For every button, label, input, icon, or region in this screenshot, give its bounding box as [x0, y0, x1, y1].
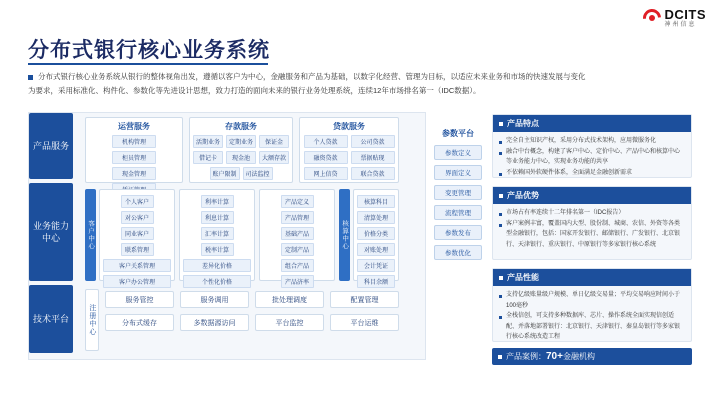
cell[interactable]: 个人贷款 — [304, 135, 348, 148]
brand-name-en: DCITS — [664, 7, 706, 22]
list-item: 全栈信创，可支持多种数据库、芯片、操作系统全面实现信创适配、并落地部署银行：北京银行、天津银行、秦皇岛银行等多家银行核心系统改造工程 — [499, 311, 685, 343]
page-title: 分布式银行核心业务系统 — [28, 39, 270, 62]
case-value: 70+ — [546, 351, 563, 362]
cell[interactable]: 对公客户 — [121, 211, 154, 224]
square-icon — [499, 122, 503, 126]
vertical-label-customer-center: 客户中心 — [85, 189, 96, 281]
section-label-capability: 业务能力中心 — [29, 183, 73, 281]
list-item: 市场占有率连续十二年排名第一（IDC报告） — [499, 208, 685, 219]
tech-cell[interactable]: 服务调用 — [180, 291, 249, 308]
cell[interactable]: 现金池 — [226, 151, 256, 164]
case-label: 产品案例： — [506, 352, 546, 361]
square-icon — [498, 355, 502, 359]
intro-line-2: 为要求，采用标准化、构件化、参数化等先进设计思想，致力打造的面向未来的银行业务处理系统，连续12年市场排名第一（IDC数据）。 — [28, 86, 481, 96]
dcits-logo-icon — [643, 9, 661, 27]
group-title-operation: 运营服务 — [118, 122, 150, 131]
list-item: 客户案例丰富，覆盖国内大型、股份制、城商、农信、外资等各类型金融银行，包括：国家开发银行、邮储银行、广发银行、北京银行、天津银行、重庆银行、中原银行等多家银行核心系统 — [499, 219, 685, 251]
cell[interactable]: 产品定义 — [281, 195, 314, 208]
tech-cell[interactable]: 服务管控 — [105, 291, 174, 308]
tech-cell[interactable]: 平台监控 — [255, 314, 324, 331]
cell[interactable]: 税率计算 — [201, 243, 234, 256]
group-accounting-center — [353, 189, 399, 286]
panel-header-advantages: 产品优势 — [493, 187, 691, 204]
param-button-process[interactable]: 流程管理 — [434, 205, 482, 220]
group-operation-service — [85, 117, 183, 183]
tech-cell[interactable]: 配置管理 — [330, 291, 399, 308]
case-suffix: 金融机构 — [562, 352, 595, 361]
panel-performance — [492, 268, 692, 342]
param-button-ui[interactable]: 界面定义 — [434, 165, 482, 180]
square-icon — [499, 276, 503, 280]
cell[interactable]: 联合贷款 — [351, 167, 395, 180]
square-icon — [499, 194, 503, 198]
cell[interactable]: 网上信贷 — [304, 167, 348, 180]
cell[interactable]: 清算处理 — [357, 211, 395, 224]
cell[interactable]: 组合产品 — [281, 259, 314, 272]
cell[interactable]: 司法监控 — [243, 167, 273, 180]
cell[interactable]: 机构管理 — [112, 135, 156, 148]
cell[interactable]: 利率计算 — [201, 195, 234, 208]
tech-cell[interactable]: 批处理调度 — [255, 291, 324, 308]
case-banner — [492, 348, 692, 365]
parameter-platform-title: 参数平台 — [442, 129, 474, 138]
param-button-optimize[interactable]: 参数优化 — [434, 245, 482, 260]
group-loan-service — [299, 117, 399, 183]
group-title-loan: 贷款服务 — [333, 122, 365, 131]
group-deposit-service — [189, 117, 293, 183]
registry-center-label: 注册中心 — [85, 289, 99, 351]
cell[interactable]: 产品管理 — [281, 211, 314, 224]
bullet-icon — [28, 75, 33, 80]
cell[interactable]: 融资贷款 — [304, 151, 348, 164]
tech-cell[interactable]: 分布式缓存 — [105, 314, 174, 331]
parameter-platform — [434, 128, 482, 265]
list-item: 支持亿级账量级户规模、单日亿级交易量；平均交易响应时间小于100毫秒 — [499, 290, 685, 311]
cell[interactable]: 个人客户 — [121, 195, 154, 208]
cell[interactable]: 账户限制 — [210, 167, 240, 180]
cell[interactable]: 产品济率 — [281, 275, 314, 288]
cell[interactable]: 个性化价格 — [183, 275, 251, 288]
panel-features — [492, 114, 692, 178]
cell[interactable]: 汇率计算 — [201, 227, 234, 240]
cell[interactable]: 定期业务 — [226, 135, 256, 148]
cell[interactable]: 科目余额 — [357, 275, 395, 288]
cell[interactable]: 现金管理 — [112, 167, 156, 180]
list-item: 完全自主知识产权，采用分布式技术架构，应用微服务化 — [499, 136, 685, 147]
section-label-tech: 技术平台 — [29, 285, 73, 353]
group-product-center — [259, 189, 335, 286]
cell[interactable]: 保证金 — [259, 135, 289, 148]
param-button-define[interactable]: 参数定义 — [434, 145, 482, 160]
cell[interactable]: 活期业务 — [193, 135, 223, 148]
tech-cell[interactable]: 平台运维 — [330, 314, 399, 331]
section-label-product: 产品服务 — [29, 113, 73, 179]
cell[interactable]: 票据贴现 — [351, 151, 395, 164]
cell[interactable]: 价格分类 — [357, 227, 395, 240]
brand-name-cn: 神州信息 — [664, 22, 697, 28]
tech-platform-grid — [105, 291, 399, 331]
cell[interactable]: 联系管理 — [121, 243, 154, 256]
group-pricing-center — [179, 189, 255, 286]
group-customer-center — [99, 189, 175, 286]
list-item: 不依赖国外软硬件体系，全面满足金融创新需求 — [499, 168, 685, 179]
panel-body-features — [493, 132, 691, 182]
cell[interactable]: 公司贷款 — [351, 135, 395, 148]
architecture-panel — [28, 112, 426, 360]
cell[interactable]: 客户关系管理 — [103, 259, 171, 272]
cell[interactable]: 同业客户 — [121, 227, 154, 240]
cell[interactable]: 差异化价格 — [183, 259, 251, 272]
group-title-deposit: 存款服务 — [225, 122, 257, 131]
cell[interactable]: 利息计算 — [201, 211, 234, 224]
cell[interactable]: 柜员管理 — [112, 151, 156, 164]
list-item: 融合中台概念，构建了客户中心、定价中心、产品中心和核算中心等业务能力中心，实现业务功能的共享 — [499, 147, 685, 168]
vertical-label-accounting-center: 核算中心 — [339, 189, 350, 281]
cell[interactable]: 定制产品 — [281, 243, 314, 256]
title-divider — [28, 63, 268, 65]
cell[interactable]: 借记卡 — [193, 151, 223, 164]
panel-body-performance — [493, 286, 691, 347]
brand-logo — [643, 8, 707, 28]
cell[interactable]: 客户办公管理 — [103, 275, 171, 288]
top-bar — [0, 0, 720, 26]
intro-text — [28, 70, 688, 99]
param-button-change[interactable]: 变更管理 — [434, 185, 482, 200]
cell[interactable]: 大额存款 — [259, 151, 289, 164]
cell[interactable]: 对账处理 — [357, 243, 395, 256]
cell[interactable]: 核算科目 — [357, 195, 395, 208]
panel-advantages — [492, 186, 692, 260]
panel-header-features: 产品特点 — [493, 115, 691, 132]
intro-line-1: 分布式银行核心业务系统从银行的整体视角出发，遵循以客户为中心，金融服务和产品为基础，以数字化经营、管理为目标，以适应未来业务和市场的快速发展与变化 — [38, 72, 586, 81]
panel-body-advantages — [493, 204, 691, 254]
cell[interactable]: 会计凭证 — [357, 259, 395, 272]
param-button-publish[interactable]: 参数发布 — [434, 225, 482, 240]
panel-header-performance: 产品性能 — [493, 269, 691, 286]
cell[interactable]: 基础产品 — [281, 227, 314, 240]
tech-cell[interactable]: 多数据源访问 — [180, 314, 249, 331]
